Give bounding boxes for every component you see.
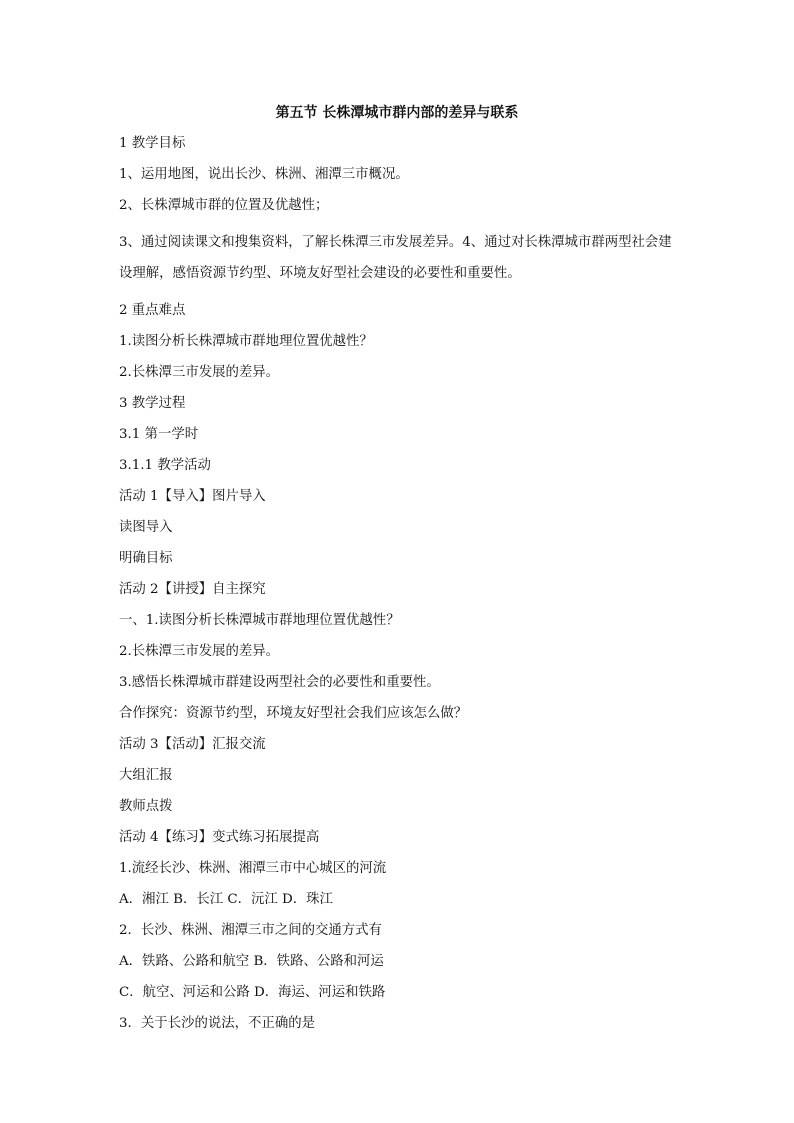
objective-paragraph: 3、通过阅读课文和搜集资料，了解长株潭三市发展差异。4、通过对长株潭城市群两型社会建设理解，感悟资源节约型、环境友好型社会建设的必要性和重要性。 xyxy=(119,235,672,281)
activity-step: 明确目标 xyxy=(119,551,173,566)
activity-heading: 活动 2【讲授】自主探究 xyxy=(119,582,266,597)
exercise-question: 2．长沙、株洲、湘潭三市之间的交通方式有 xyxy=(119,923,382,938)
section-heading-objectives: 1 教学目标 xyxy=(119,136,186,151)
activity-step: 2.长株潭三市发展的差异。 xyxy=(119,644,280,659)
key-point-item: 1.读图分析长株潭城市群地理位置优越性？ xyxy=(119,334,373,349)
document-body xyxy=(119,134,679,1045)
exercise-options: A．湘江 B．长江 C．沅江 D．珠江 xyxy=(119,892,333,907)
exercise-question: 1.流经长沙、株洲、湘潭三市中心城区的河流 xyxy=(119,861,387,876)
activity-step: 大组汇报 xyxy=(119,768,173,783)
exercise-options: A．铁路、公路和航空 B．铁路、公路和河运 xyxy=(119,954,384,969)
activity-heading: 活动 1【导入】图片导入 xyxy=(119,489,266,504)
activity-step: 教师点拨 xyxy=(119,799,173,814)
activity-step: 读图导入 xyxy=(119,520,173,535)
key-point-item: 2.长株潭三市发展的差异。 xyxy=(119,365,280,380)
subsection-heading: 3.1 第一学时 xyxy=(119,427,199,442)
activity-step: 3.感悟长株潭城市群建设两型社会的必要性和重要性。 xyxy=(119,675,440,690)
activity-heading: 活动 3【活动】汇报交流 xyxy=(119,737,266,752)
objective-item: 1、运用地图，说出长沙、株洲、湘潭三市概况。 xyxy=(119,167,409,182)
subsection-heading: 3.1.1 教学活动 xyxy=(119,458,211,473)
activity-step: 合作探究：资源节约型，环境友好型社会我们应该怎么做？ xyxy=(119,706,468,721)
exercise-options: C．航空、河运和公路 D．海运、河运和铁路 xyxy=(119,985,386,1000)
section-heading-process: 3 教学过程 xyxy=(119,396,186,411)
objective-item: 2、长株潭城市群的位置及优越性； xyxy=(119,198,329,213)
activity-heading: 活动 4【练习】变式练习拓展提高 xyxy=(119,830,320,845)
exercise-question: 3．关于长沙的说法，不正确的是 xyxy=(119,1016,315,1031)
document-title: 第五节 长株潭城市群内部的差异与联系 xyxy=(275,105,519,121)
activity-step: 一、1.读图分析长株潭城市群地理位置优越性？ xyxy=(119,613,400,628)
section-heading-key-points: 2 重点难点 xyxy=(119,303,186,318)
